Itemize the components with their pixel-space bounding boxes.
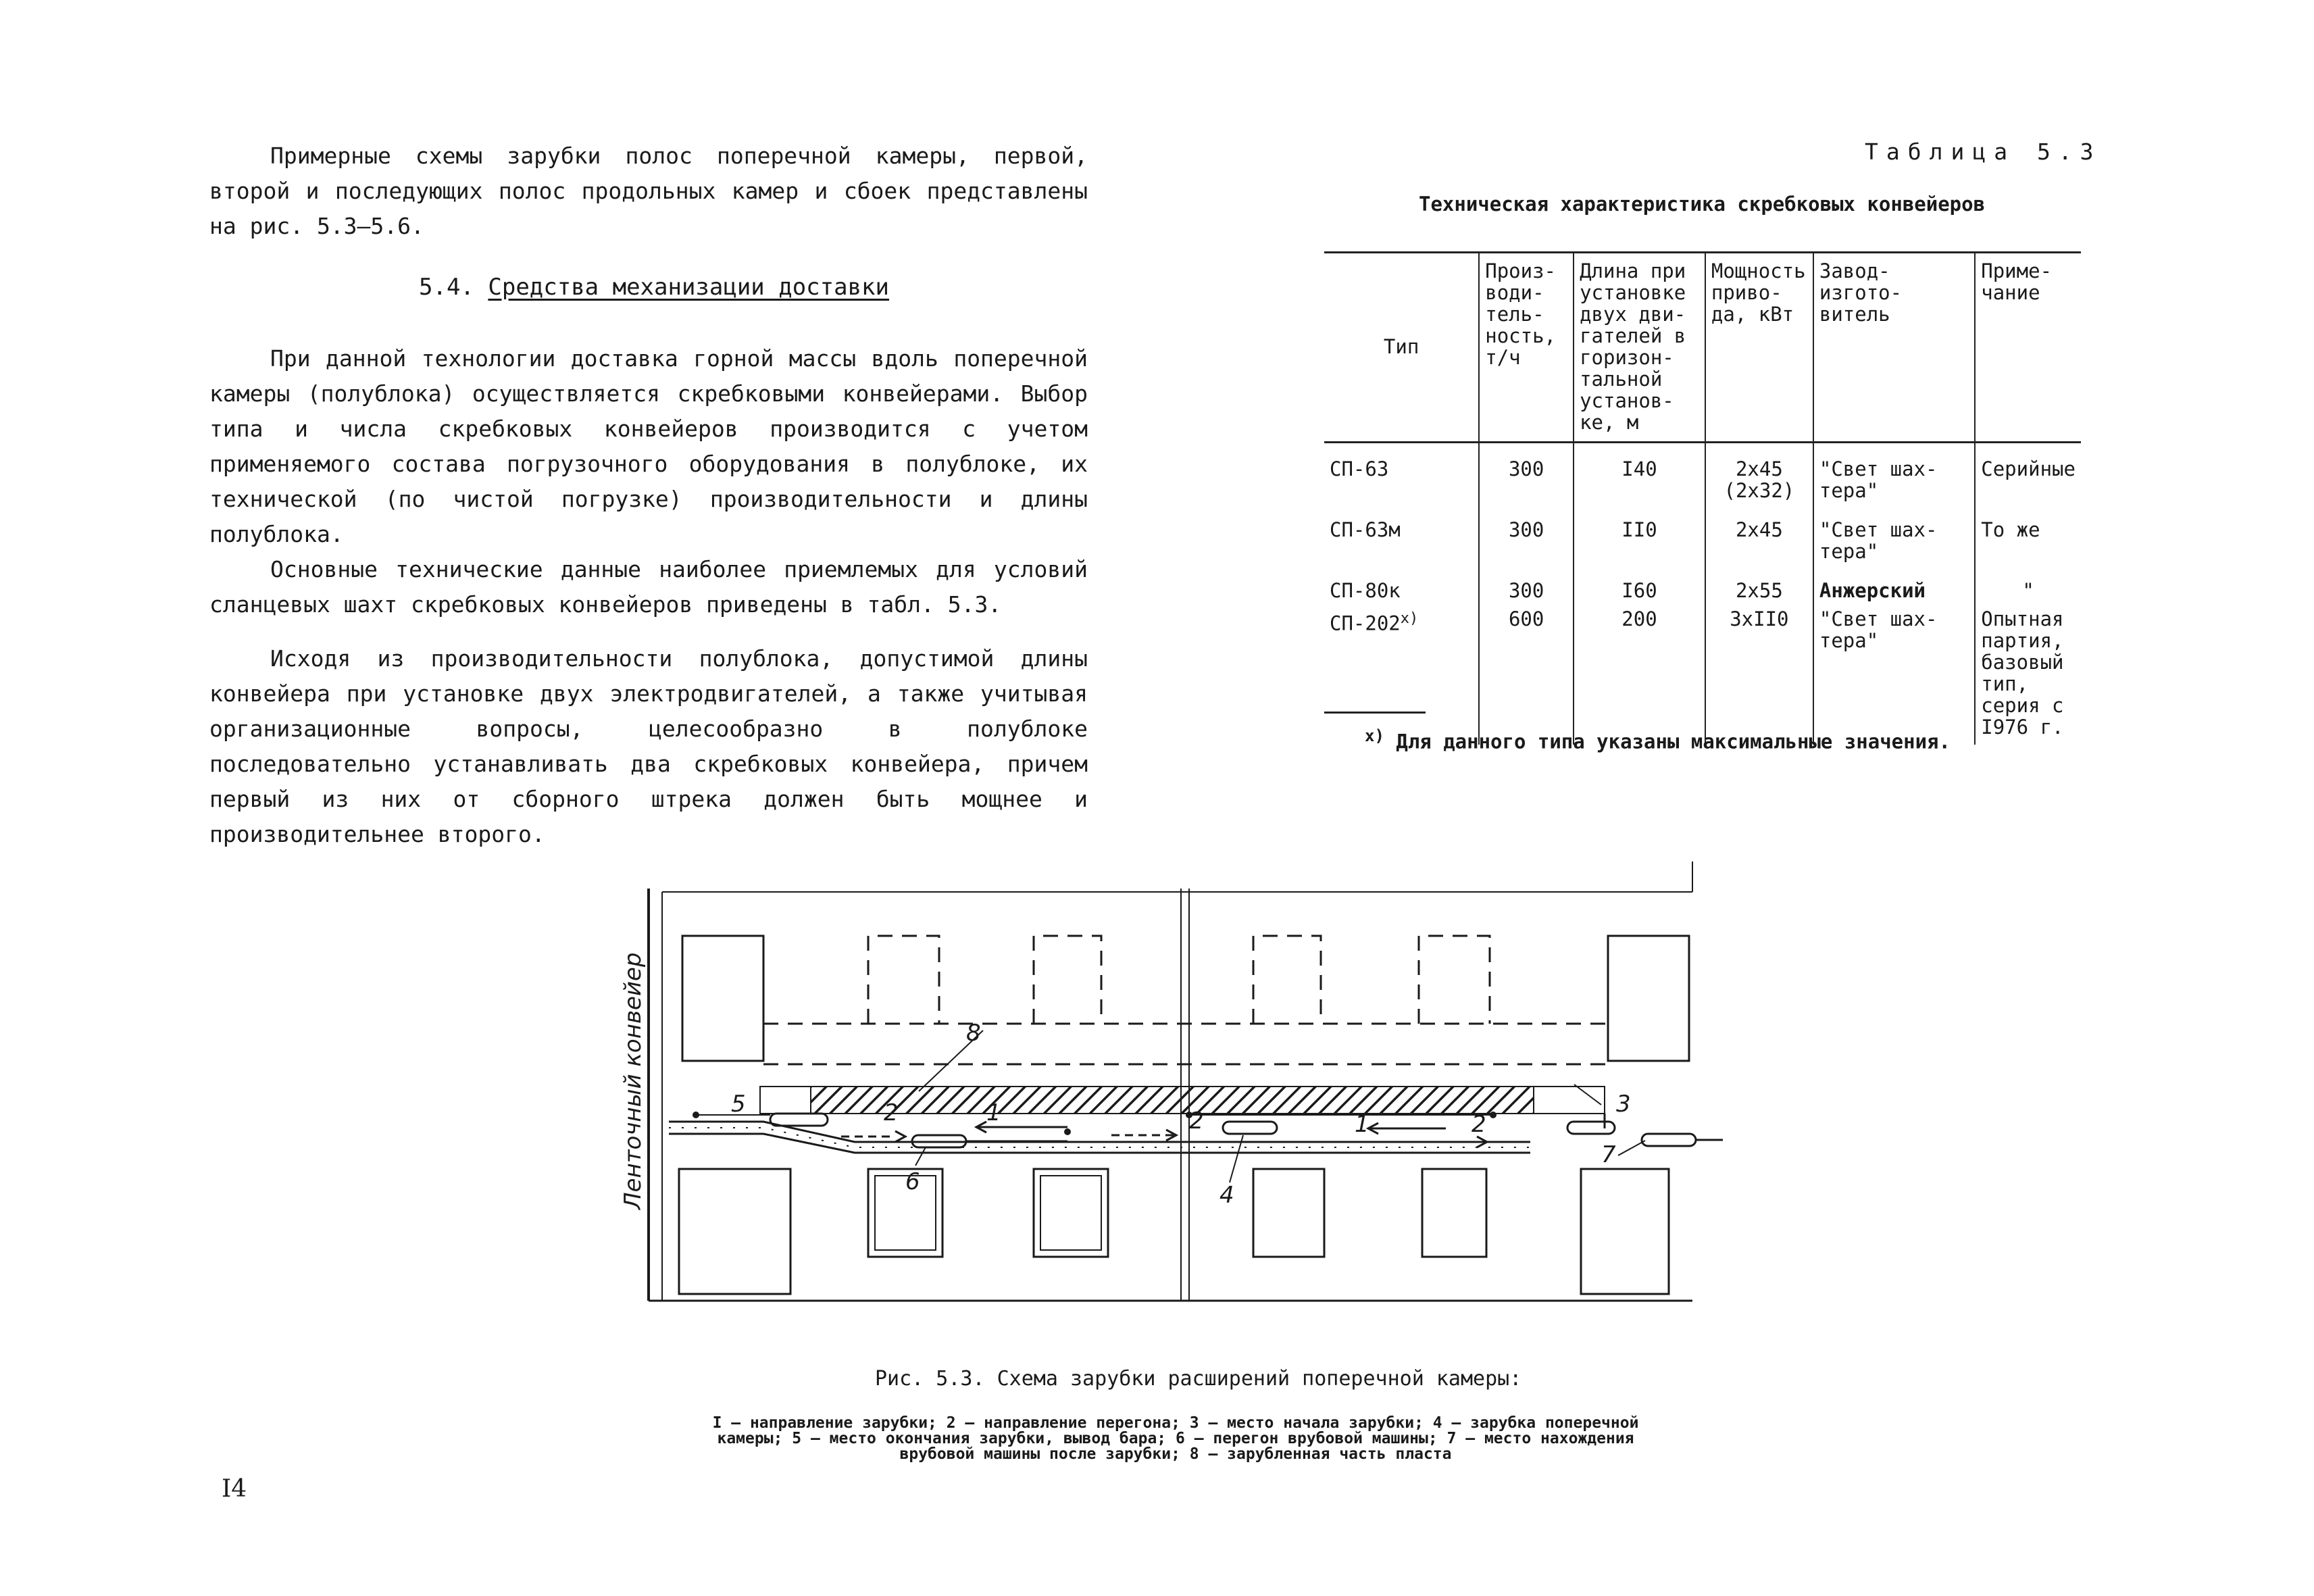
cell-type: СП-63м [1330,518,1401,541]
callout-7: 7 [1601,1141,1616,1168]
cutting-machine-icon [1642,1134,1696,1146]
cell-type: СП-80к [1330,579,1401,602]
pillar-lower [1034,1169,1108,1257]
cutting-machine-icon [1567,1122,1615,1134]
cell-note: " [1975,577,2081,605]
figure-legend: I – направление зарубки; 2 – направление перегона; 3 – место начала зарубки; 4 – зарубка поперечной камеры; 5 – место окончания зарубки, вывод бара; 6 – перегон врубовой машины; 7 – место нахождения врубовой машины после зарубки; 8 – зарубленная часть пласта [712,1414,1639,1463]
table-row [1324,605,2081,745]
header-note: Приме- чание [1975,253,2081,443]
cell-power: 3xII0 [1705,605,1813,745]
intro-paragraph [209,139,1088,244]
point-marker [1064,1128,1071,1135]
callout-2: 2 [1189,1107,1204,1134]
figure-caption: Рис. 5.3. Схема зарубки расширений поперечной камеры: [875,1367,1522,1391]
conveyor-bottom [669,1134,1530,1153]
cell-type: СП-63 [1330,457,1389,480]
table-row [1324,577,2081,605]
table-row [1324,516,2081,577]
callout-leader-3 [1574,1084,1601,1105]
callout-5: 5 [731,1091,746,1118]
cell-capacity: 300 [1479,516,1574,577]
footnote-text: Для данного типа указаны максимальные значения. [1396,730,1951,753]
callout-6: 6 [905,1168,920,1195]
dashed-chamber [1253,936,1321,1024]
section-number: 5.4. [419,274,474,301]
dashed-chamber [1034,936,1101,1024]
slotting-scheme-diagram [608,845,1730,1318]
cell-length: I40 [1574,443,1705,517]
header-capacity: Произ- води- тель- ность, т/ч [1479,253,1574,443]
arrow-head [895,1131,905,1142]
callout-leader-6 [915,1147,926,1166]
cutting-machine-icon [1223,1122,1277,1134]
cell-manufacturer: "Свет шах- тера" [1813,516,1975,577]
cell-note: Серийные [1975,443,2081,517]
footnote-mark: x) [1400,610,1419,627]
header-power: Мощность приво- да, кВт [1705,253,1813,443]
section-heading [419,274,889,301]
section-title: Средства механизации доставки [488,274,889,301]
pillar-lower-inner [1040,1176,1101,1250]
callout-1: 1 [986,1099,1001,1126]
table-row [1324,443,2081,517]
cell-note: Опытная партия, базовый тип, серия с I976 г. [1975,605,2081,745]
cut-seam-start [760,1087,811,1114]
dashed-chamber [868,936,939,1024]
callout-2: 2 [884,1099,899,1126]
callout-4: 4 [1219,1182,1234,1209]
cell-manufacturer: Анжерский [1813,577,1975,605]
cell-power: 2x55 [1705,577,1813,605]
cell-type [1324,605,1479,745]
callout-3: 3 [1616,1091,1631,1118]
callout-8: 8 [966,1020,981,1047]
cell-capacity: 300 [1479,443,1574,517]
paragraph-2: Основные технические данные наиболее приемлемых для условий сланцевых шахт скребковых конвейеров приведены в табл. 5.3. [209,556,1088,618]
paragraph-3: Исходя из производительности полублока, допустимой длины конвейера при установке двух электродвигателей, а также учитывая организационные вопросы, целесообразно в полублоке последовательно устанавливать два скребковых конвейера, причем первый из них от сборного штрека должен быть мощнее и производительнее второго. [209,645,1088,847]
table-header-row [1324,253,2081,443]
table-label: Таблица 5.3 [1865,139,2102,165]
belt-conveyor-label: Ленточный конвейер [620,952,647,1210]
body-paragraphs [209,341,1088,852]
cell-manufacturer: "Свет шах- тера" [1813,443,1975,517]
cell-type-text: СП-202 [1330,612,1401,635]
pillar-upper-right [1608,936,1689,1061]
cell-capacity: 600 [1479,605,1574,745]
cell-length: II0 [1574,516,1705,577]
planned-chambers [763,936,1608,1064]
conveyor-links [669,1128,1530,1147]
callout-2: 2 [1472,1111,1486,1138]
callout-leader-7 [1618,1141,1645,1155]
pillar-lower [1253,1169,1324,1257]
pillar-lower [1581,1169,1669,1294]
cell-length: 200 [1574,605,1705,745]
cell-capacity: 300 [1479,577,1574,605]
cell-power: 2x45 (2x32) [1705,443,1813,517]
pillar-lower [1422,1169,1486,1257]
footnote-mark: x) [1365,726,1384,745]
callout-1: 1 [1355,1111,1369,1138]
header-length: Длина при установке двух дви- гателей в горизон- тальной установ- ке, м [1574,253,1705,443]
dashed-chamber [1419,936,1490,1024]
cell-length: I60 [1574,577,1705,605]
footnote-rule [1324,712,1426,714]
header-type: Тип [1324,253,1479,443]
cell-power: 2x45 [1705,516,1813,577]
table-title: Техническая характеристика скребковых конвейеров [1419,193,1986,216]
header-manufacturer: Завод-изгото- витель [1813,253,1975,443]
pillar-lower [679,1169,790,1294]
paragraph-1: При данной технологии доставка горной массы вдоль поперечной камеры (полублока) осуществляется скребковыми конвейерами. Выбор типа и числа скребковых конвейеров производится с учетом применяемого состава погрузочного оборудования в полублоке, их технической (по чистой погрузке) производительности и длины полублока. [209,345,1088,547]
page-number: I4 [222,1475,247,1503]
pillar-upper-left [682,936,763,1061]
cell-note: То же [1975,516,2081,577]
table-footnote [1365,726,1951,753]
conveyor-spec-table [1324,251,2081,745]
cell-manufacturer: "Свет шах- тера" [1813,605,1975,745]
intro-text: Примерные схемы зарубки полос поперечной камеры, первой, второй и последующих полос продольных камер и сбоек представлены на рис. 5.3–5.6. [209,143,1088,239]
cutting-machine-icon [770,1114,828,1126]
